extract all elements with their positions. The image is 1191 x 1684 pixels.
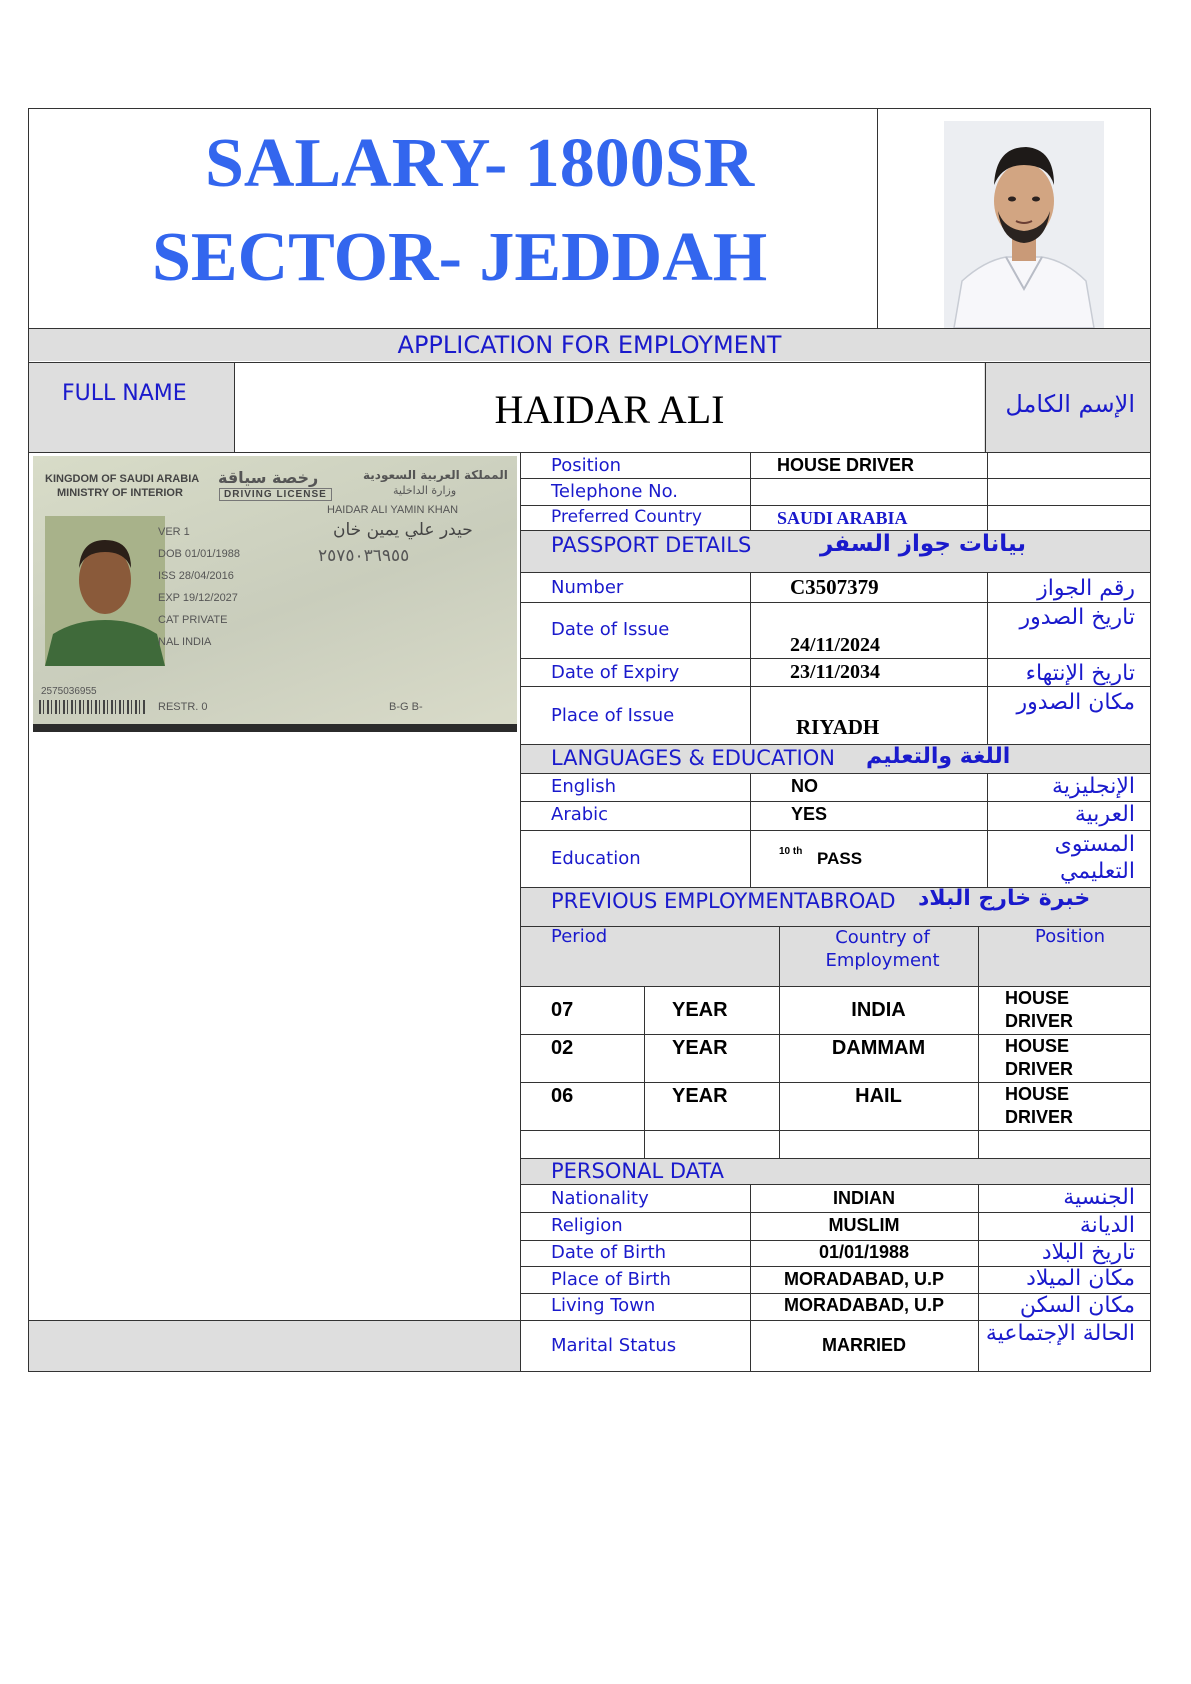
nationality-label-ar: الجنسية [1063, 1185, 1135, 1210]
license-fields [158, 521, 240, 653]
passport-section-title: PASSPORT DETAILS [551, 533, 752, 557]
issue-date-value: 24/11/2024 [790, 634, 881, 656]
pob-label: Place of Birth [551, 1269, 671, 1290]
employment-section-title: PREVIOUS EMPLOYMENTABROAD [551, 889, 896, 913]
living-town-label: Living Town [551, 1295, 656, 1316]
passport-number-value: C3507379 [790, 575, 879, 599]
license-country: KINGDOM OF SAUDI ARABIA [45, 473, 200, 485]
row-years: 06 [551, 1085, 574, 1107]
full-name-label-ar: الإسم الكامل [1005, 390, 1135, 418]
row-years: 02 [551, 1037, 574, 1059]
nationality-label: Nationality [551, 1188, 649, 1209]
marital-label-ar: الحالة الإجتماعية [985, 1321, 1135, 1346]
license-exp: EXP 19/12/2027 [158, 592, 238, 604]
license-iss: ISS 28/04/2016 [158, 570, 234, 582]
issue-date-label: Date of Issue [551, 619, 670, 640]
row-unit: YEAR [672, 1085, 728, 1107]
row-unit: YEAR [672, 1037, 728, 1059]
pob-value: MORADABAD, U.P [784, 1269, 944, 1289]
row-position: HOUSE DRIVER [1005, 988, 1074, 1031]
dob-value: 01/01/1988 [818, 1242, 910, 1262]
license-barcode [39, 700, 147, 714]
license-number-ar: ٢٥٧٥٠٣٦٩٥٥ [318, 546, 410, 566]
driving-license-image [33, 456, 517, 732]
license-number: 2575036955 [41, 686, 97, 697]
religion-label: Religion [551, 1215, 623, 1236]
col-period: Period [551, 926, 608, 947]
license-cat: CAT PRIVATE [158, 614, 228, 626]
languages-section-title: LANGUAGES & EDUCATION [551, 746, 835, 770]
sector-title: SECTOR- JEDDAH [152, 219, 768, 296]
expiry-date-label: Date of Expiry [551, 662, 680, 683]
preferred-country-label: Preferred Country [551, 507, 702, 527]
arabic-label: Arabic [551, 804, 609, 825]
person-portrait-icon [944, 121, 1104, 328]
license-dob: DOB 01/01/1988 [158, 548, 240, 560]
row-country: HAIL [855, 1085, 902, 1107]
issue-date-label-ar: تاريخ الصدور [1019, 605, 1135, 630]
nationality-value: INDIAN [833, 1188, 895, 1208]
col-position: Position [1035, 926, 1106, 947]
languages-section-title-ar: اللغة والتعليم [866, 744, 1011, 769]
license-country-ar: المملكة العربية السعودية [363, 468, 508, 482]
license-title: DRIVING LICENSE [219, 488, 332, 501]
license-name: HAIDAR ALI YAMIN KHAN [327, 504, 459, 516]
row-position: HOUSE DRIVER [1005, 1036, 1074, 1079]
religion-value: MUSLIM [828, 1215, 900, 1235]
place-of-issue-label: Place of Issue [551, 705, 675, 726]
education-label: Education [551, 848, 641, 869]
license-blood: B-G B- [389, 701, 423, 713]
personal-section-title: PERSONAL DATA [551, 1159, 724, 1183]
license-holder-photo [45, 516, 165, 666]
living-town-label-ar: مكان السكن [1019, 1293, 1135, 1318]
license-portrait-icon [45, 516, 165, 666]
employment-section-title-ar: خبرة خارج البلاد [918, 886, 1091, 911]
license-restr: RESTR. 0 [158, 701, 208, 713]
row-country: DAMMAM [831, 1037, 926, 1059]
position-label: Position [551, 455, 622, 476]
education-value: PASS [817, 849, 863, 868]
expiry-date-label-ar: تاريخ الإنتهاء [1025, 661, 1135, 686]
applicant-photo [944, 121, 1104, 328]
english-value: NO [791, 776, 818, 796]
col-country: Country of Employment [825, 927, 940, 971]
education-label-ar: المستوى التعليمي [1054, 832, 1135, 884]
religion-label-ar: الديانة [1079, 1213, 1135, 1238]
passport-section-title-ar: بيانات جواز السفر [820, 531, 1026, 557]
dob-label-ar: تاريخ البلاد [1041, 1240, 1135, 1265]
row-position: HOUSE DRIVER [1005, 1084, 1074, 1127]
preferred-country-value: SAUDI ARABIA [777, 508, 908, 528]
expiry-date-value: 23/11/2034 [790, 661, 881, 683]
marital-label: Marital Status [551, 1335, 677, 1356]
place-of-issue-value: RIYADH [796, 715, 880, 739]
license-name-ar: حيدر علي يمين خان [333, 520, 473, 540]
license-ministry: MINISTRY OF INTERIOR [57, 487, 183, 499]
row-years: 07 [551, 999, 574, 1021]
application-title: APPLICATION FOR EMPLOYMENT [397, 331, 782, 359]
pob-label-ar: مكان الميلاد [1026, 1266, 1135, 1291]
license-ver: VER 1 [158, 526, 190, 538]
arabic-label-ar: العربية [1074, 802, 1135, 827]
english-label-ar: الإنجليزية [1052, 774, 1135, 799]
row-country: INDIA [851, 999, 906, 1021]
telephone-label: Telephone No. [551, 481, 679, 502]
position-value: HOUSE DRIVER [777, 455, 915, 475]
arabic-value: YES [791, 804, 828, 824]
passport-number-label-ar: رقم الجواز [1037, 576, 1135, 601]
education-grade: 10 th [779, 846, 803, 857]
full-name-label: FULL NAME [62, 381, 187, 406]
dob-label: Date of Birth [551, 1242, 667, 1263]
salary-title: SALARY- 1800SR [205, 125, 755, 202]
living-town-value: MORADABAD, U.P [784, 1295, 944, 1315]
license-ministry-ar: وزارة الداخلية [393, 484, 457, 497]
license-title-ar: رخصة سياقة [218, 468, 319, 487]
passport-number-label: Number [551, 577, 624, 598]
place-of-issue-label-ar: مكان الصدور [1016, 690, 1135, 715]
row-unit: YEAR [672, 999, 728, 1021]
english-label: English [551, 776, 616, 797]
license-nal: NAL INDIA [158, 636, 212, 648]
full-name-value: HAIDAR ALI [494, 387, 725, 432]
marital-value: MARRIED [822, 1335, 906, 1355]
